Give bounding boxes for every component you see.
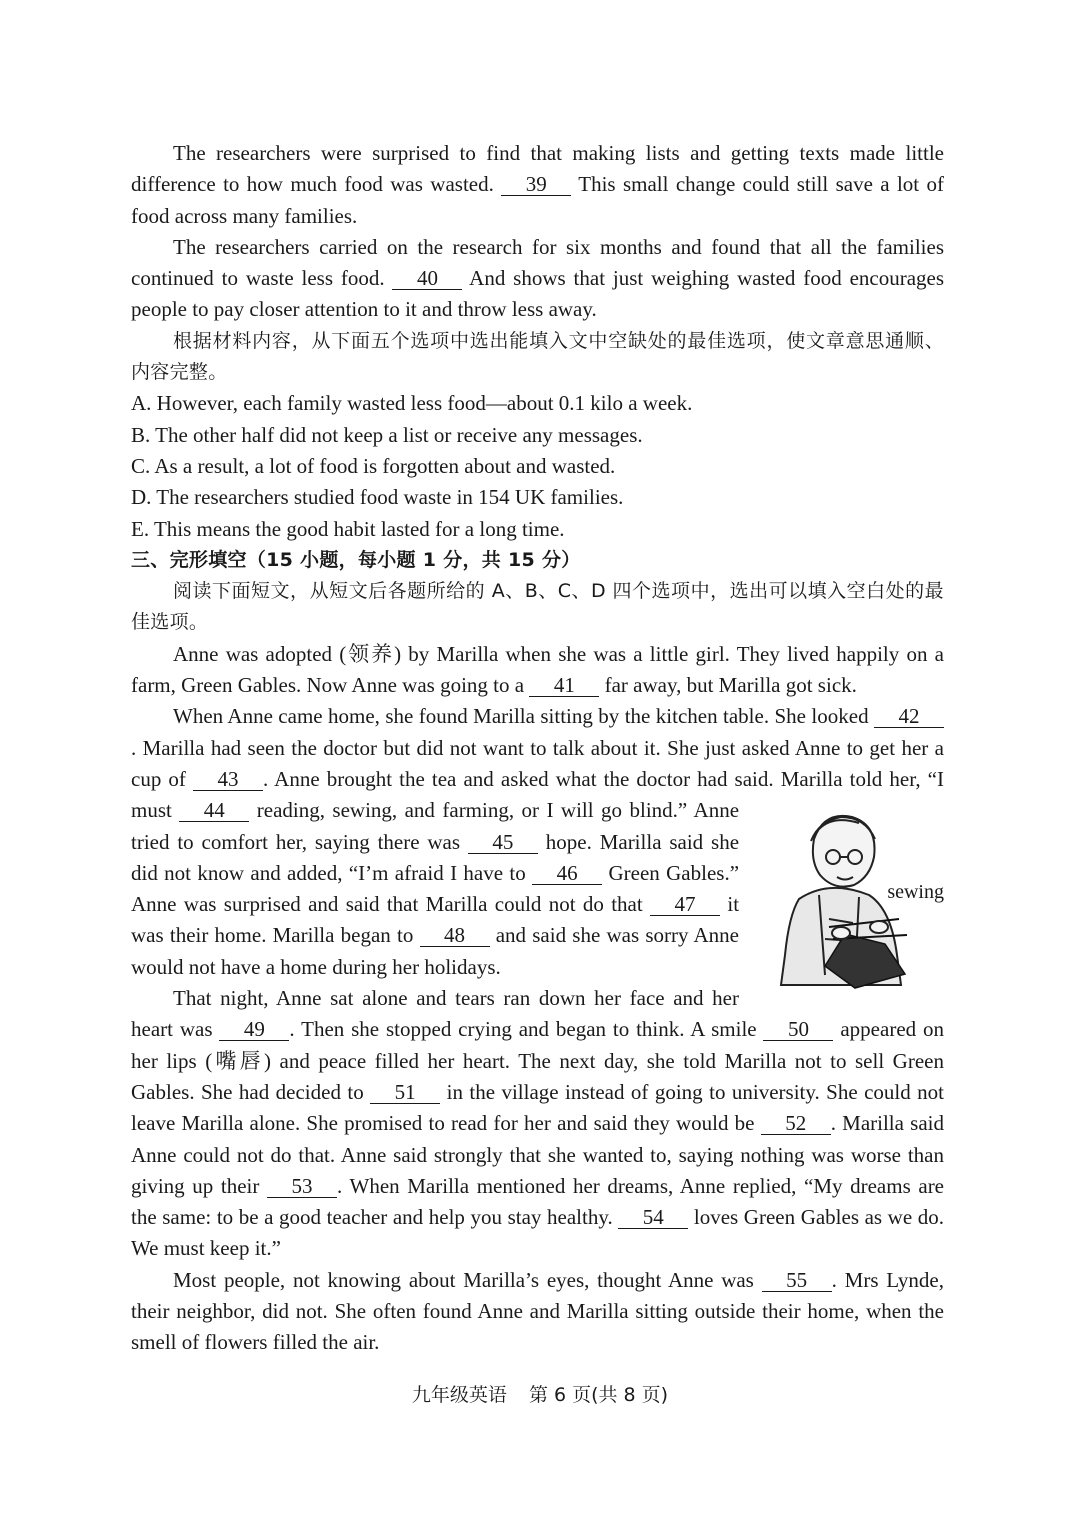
text: Anne was adopted (领养) by Marilla when she was a little girl. They lived happily on a farm, Green Gables. Now Anne was going to a bbox=[131, 641, 944, 698]
blank-39: 39 bbox=[501, 173, 571, 196]
text: far away, but Marilla got sick. bbox=[604, 673, 857, 698]
instruction-cloze: 阅读下面短文，从短文后各题所给的 A、B、C、D 四个选项中，选出可以填入空白处的最佳选项。 bbox=[131, 580, 944, 634]
section-heading-cloze: 三、完形填空（15 小题，每小题 1 分，共 15 分） bbox=[131, 548, 581, 571]
blank-49: 49 bbox=[219, 1018, 289, 1041]
text: . Mrs Lynde, their neighbor, did not. She often found Anne and Marilla sitting outside their home, when the smell of flowers filled the air. bbox=[131, 1267, 945, 1355]
blank-40: 40 bbox=[392, 267, 462, 290]
option-d: D. The researchers studied food waste in 154 UK families. bbox=[131, 485, 624, 510]
text: The researchers were surprised to find that making lists and getting texts made little difference to how much food was wasted. bbox=[131, 141, 944, 197]
blank-41: 41 bbox=[529, 674, 599, 697]
paragraph-39 bbox=[131, 138, 944, 232]
footer-page-number: 第 6 页(共 8 页) bbox=[528, 1384, 669, 1406]
instruction-seven-choose-five: 根据材料内容，从下面五个选项中选出能填入文中空缺处的最佳选项，使文章意思通顺、内容完整。 bbox=[131, 329, 944, 384]
blank-55: 55 bbox=[762, 1269, 832, 1292]
blank-52: 52 bbox=[761, 1112, 831, 1135]
blank-43: 43 bbox=[193, 768, 263, 791]
paragraph-40 bbox=[131, 232, 944, 326]
text: . Marilla had seen the doctor but did not want to talk about it. She just asked Anne to get her a cup of bbox=[131, 735, 944, 791]
blank-51: 51 bbox=[370, 1081, 440, 1104]
option-c: C. As a result, a lot of food is forgotten about and wasted. bbox=[131, 453, 616, 478]
blank-53: 53 bbox=[267, 1175, 337, 1198]
page-footer bbox=[0, 1380, 1080, 1411]
text: And shows that just weighing wasted food encourages people to pay closer attention to it and throw less away. bbox=[131, 266, 945, 322]
blank-44: 44 bbox=[179, 799, 249, 822]
text: and said she was sorry Anne would not have a home during her holidays. bbox=[131, 923, 740, 979]
text: hope. Marilla said she did not know and added, “I’m afraid I have to bbox=[131, 829, 740, 885]
story-paragraph-2 bbox=[131, 701, 944, 983]
text: in the village instead of going to university. She could not leave Marilla alone. She promised to read for her and said they would be bbox=[131, 1079, 945, 1136]
text: . Then she stopped crying and began to think. A smile bbox=[289, 1017, 757, 1042]
text: This small change could still save a lot of food across many families. bbox=[131, 172, 945, 228]
page-content bbox=[131, 138, 944, 1359]
option-e: E. This means the good habit lasted for a long time. bbox=[131, 516, 565, 541]
footer-subject: 九年级英语 bbox=[411, 1384, 507, 1406]
text: . Marilla said Anne could not do that. Anne said strongly that she wanted to, saying nothing was worse than giving up their bbox=[131, 1111, 944, 1198]
text: The researchers carried on the research for six months and found that all the families continued to waste less food. bbox=[131, 234, 944, 291]
blank-47: 47 bbox=[650, 893, 720, 916]
text: That night, Anne sat alone and tears ran down her face and her heart was bbox=[131, 986, 739, 1042]
text: . When Marilla mentioned her dreams, Anne replied, “My dreams are the same: to be a good teacher and help you stay healthy. bbox=[131, 1173, 945, 1230]
text: When Anne came home, she found Marilla sitting by the kitchen table. She looked bbox=[173, 704, 869, 729]
option-a: A. However, each family wasted less food—about 0.1 kilo a week. bbox=[131, 391, 693, 416]
blank-45: 45 bbox=[468, 831, 538, 854]
story-paragraph-1 bbox=[131, 639, 944, 702]
figure-label: sewing bbox=[887, 881, 944, 904]
text: . Anne brought the tea and asked what the doctor had said. Marilla told her, “I must bbox=[131, 766, 944, 823]
sewing-illustration bbox=[759, 799, 944, 989]
text: Most people, not knowing about Marilla’s eyes, thought Anne was bbox=[173, 1267, 754, 1292]
text: reading, sewing, and farming, or I will go blind.” Anne tried to comfort her, saying there was bbox=[131, 798, 740, 854]
text: Green Gables.” Anne was surprised and said that Marilla could not do that bbox=[131, 860, 740, 917]
blank-46: 46 bbox=[532, 862, 602, 885]
blank-54: 54 bbox=[618, 1206, 688, 1229]
blank-50: 50 bbox=[763, 1018, 833, 1041]
text: loves Green Gables as we do. We must keep it.” bbox=[131, 1205, 945, 1261]
option-b: B. The other half did not keep a list or receive any messages. bbox=[131, 422, 643, 447]
text: it was their home. Marilla began to bbox=[131, 892, 740, 948]
text: appeared on her lips (嘴唇) and peace filled her heart. The next day, she told Marilla not to sell Green Gables. She had decided to bbox=[131, 1017, 945, 1104]
blank-48: 48 bbox=[420, 924, 490, 947]
story-paragraph-3 bbox=[131, 983, 944, 1265]
blank-42: 42 bbox=[874, 705, 944, 728]
story-paragraph-4 bbox=[131, 1265, 944, 1359]
